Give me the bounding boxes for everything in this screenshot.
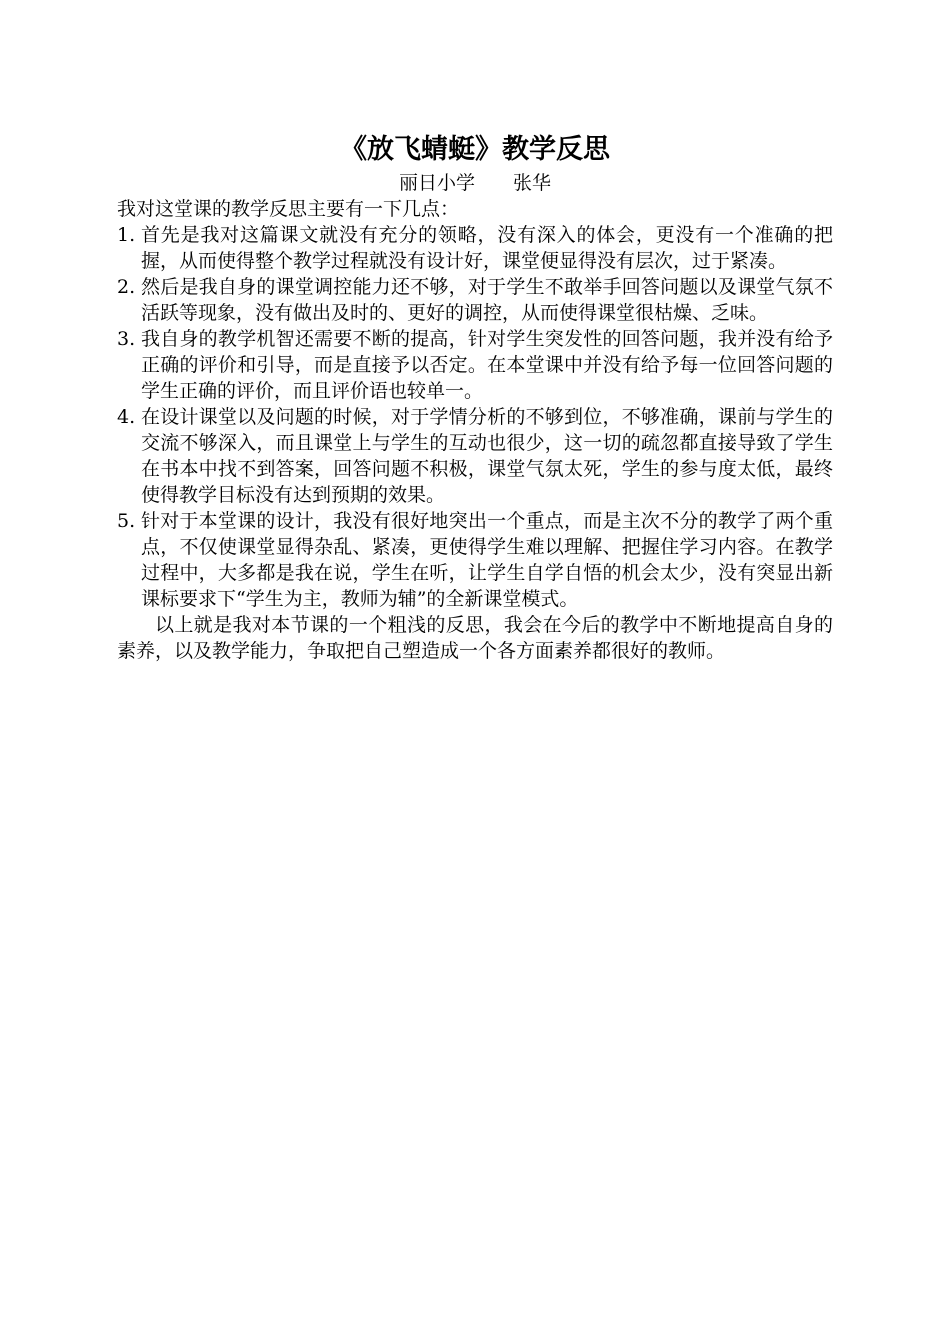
document-page <box>117 130 833 664</box>
list-item-text: 在设计课堂以及问题的时候，对于学情分析的不够到位，不够准确，课前与学生的交流不够深入，而且课堂上与学生的互动也很少，这一切的疏忽都直接导致了学生在书本中找不到答案，回答问题不积极，课堂气氛太死，学生的参与度太低，最终使得教学目标没有达到预期的效果。 <box>141 406 833 506</box>
list-item-text: 首先是我对这篇课文就没有充分的领略，没有深入的体会，更没有一个准确的把握，从而使得整个教学过程就没有设计好，课堂便显得没有层次，过于紧凑。 <box>141 224 833 272</box>
list-item <box>117 222 833 274</box>
list-item <box>117 404 833 508</box>
list-item-text: 然后是我自身的课堂调控能力还不够，对于学生不敢举手回答问题以及课堂气氛不活跃等现象，没有做出及时的、更好的调控，从而使得课堂很枯燥、乏味。 <box>141 276 833 324</box>
reflection-list <box>117 222 833 612</box>
list-item <box>117 508 833 612</box>
list-item-text: 我自身的教学机智还需要不断的提高，针对学生突发性的回答问题，我并没有给予正确的评价和引导，而是直接予以否定。在本堂课中并没有给予每一位回答问题的学生正确的评价，而且评价语也较单一。 <box>141 328 833 402</box>
document-title: 《放飞蜻蜓》教学反思 <box>340 134 610 165</box>
closing-paragraph: 以上就是我对本节课的一个粗浅的反思，我会在今后的教学中不断地提高自身的素养，以及教学能力，争取把自己塑造成一个各方面素养都很好的教师。 <box>117 614 833 662</box>
list-item <box>117 326 833 404</box>
list-item-number: 5. <box>117 510 136 532</box>
author-byline: 丽日小学 张华 <box>398 172 551 194</box>
list-item <box>117 274 833 326</box>
list-item-number: 2. <box>117 276 136 298</box>
list-item-number: 1. <box>117 224 136 246</box>
list-item-number: 3. <box>117 328 136 350</box>
intro-paragraph: 我对这堂课的教学反思主要有一下几点： <box>117 198 460 220</box>
list-item-number: 4. <box>117 406 136 428</box>
list-item-text: 针对于本堂课的设计，我没有很好地突出一个重点，而是主次不分的教学了两个重点，不仅使课堂显得杂乱、紧凑，更使得学生难以理解、把握住学习内容。在教学过程中，大多都是我在说，学生在听，让学生自学自悟的机会太少，没有突显出新课标要求下“学生为主，教师为辅”的全新课堂模式。 <box>141 510 833 610</box>
